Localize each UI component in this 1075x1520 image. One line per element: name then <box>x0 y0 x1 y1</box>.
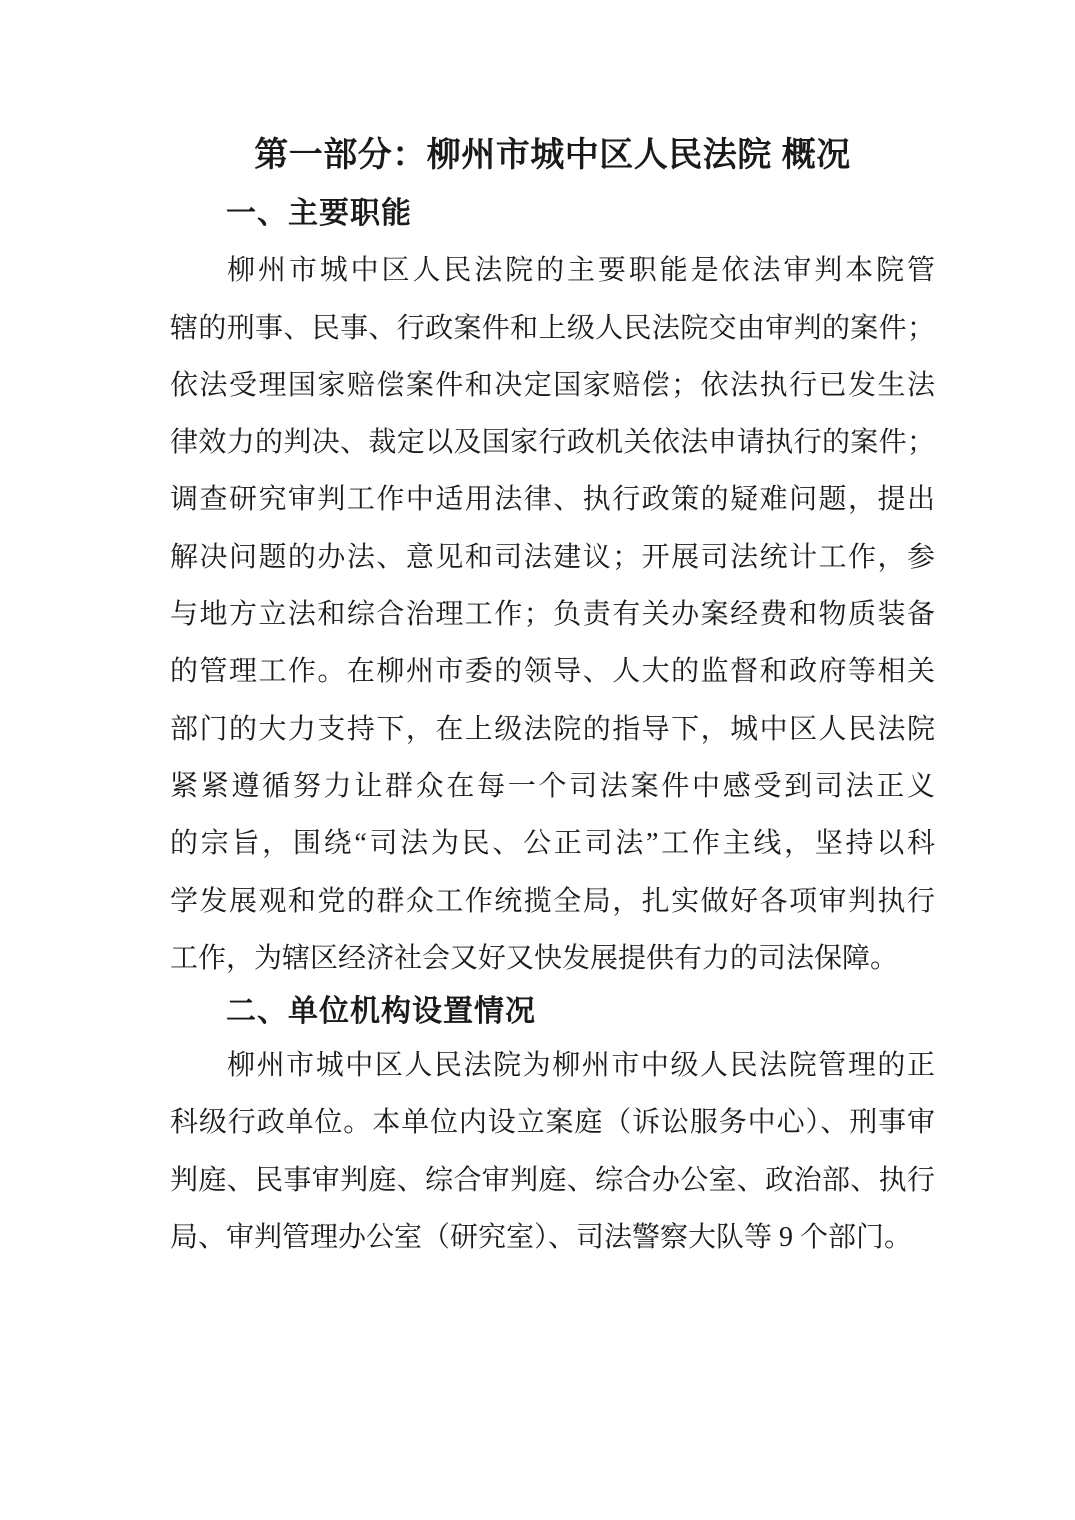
section1-text-line: 律效力的判决、裁定以及国家行政机关依法申请执行的案件； <box>170 427 935 459</box>
section1-text-line: 与地方立法和综合治理工作；负责有关办案经费和物质装备 <box>170 599 935 631</box>
section2-text-line: 柳州市城中区人民法院为柳州市中级人民法院管理的正 <box>227 1050 935 1082</box>
section1-text-line: 依法受理国家赔偿案件和决定国家赔偿；依法执行已发生法 <box>170 369 935 401</box>
section1-text-line: 学发展观和党的群众工作统揽全局，扎实做好各项审判执行 <box>170 885 935 917</box>
section1-text-line: 调查研究审判工作中适用法律、执行政策的疑难问题，提出 <box>170 484 935 516</box>
section1-text-line: 的宗旨，围绕“司法为民、公正司法”工作主线，坚持以科 <box>170 828 935 860</box>
section2-text-line: 科级行政单位。本单位内设立案庭（诉讼服务中心）、刑事审 <box>170 1107 935 1139</box>
section1-heading: 一、主要职能 <box>226 197 412 230</box>
section1-text-line: 的管理工作。在柳州市委的领导、人大的监督和政府等相关 <box>170 656 935 688</box>
section1-text-line: 辖的刑事、民事、行政案件和上级人民法院交由审判的案件； <box>170 312 935 344</box>
section2-text-line: 局、审判管理办公室（研究室）、司法警察大队等 9 个部门。 <box>170 1222 913 1254</box>
section1-text-line: 紧紧遵循努力让群众在每一个司法案件中感受到司法正义 <box>170 770 935 802</box>
section2-heading: 二、单位机构设置情况 <box>226 995 536 1029</box>
document-title: 第一部分：柳州市城中区人民法院 概况 <box>254 136 851 174</box>
section1-text-line: 部门的大力支持下，在上级法院的指导下，城中区人民法院 <box>170 713 935 745</box>
document-content <box>170 125 935 1266</box>
section1-text-line: 解决问题的办法、意见和司法建议；开展司法统计工作，参 <box>170 541 935 573</box>
section1-text-line: 柳州市城中区人民法院的主要职能是依法审判本院管 <box>227 255 935 287</box>
section1-text-line: 工作，为辖区经济社会又好又快发展提供有力的司法保障。 <box>170 942 899 974</box>
section2-text-line: 判庭、民事审判庭、综合审判庭、综合办公室、政治部、执行 <box>170 1164 935 1196</box>
